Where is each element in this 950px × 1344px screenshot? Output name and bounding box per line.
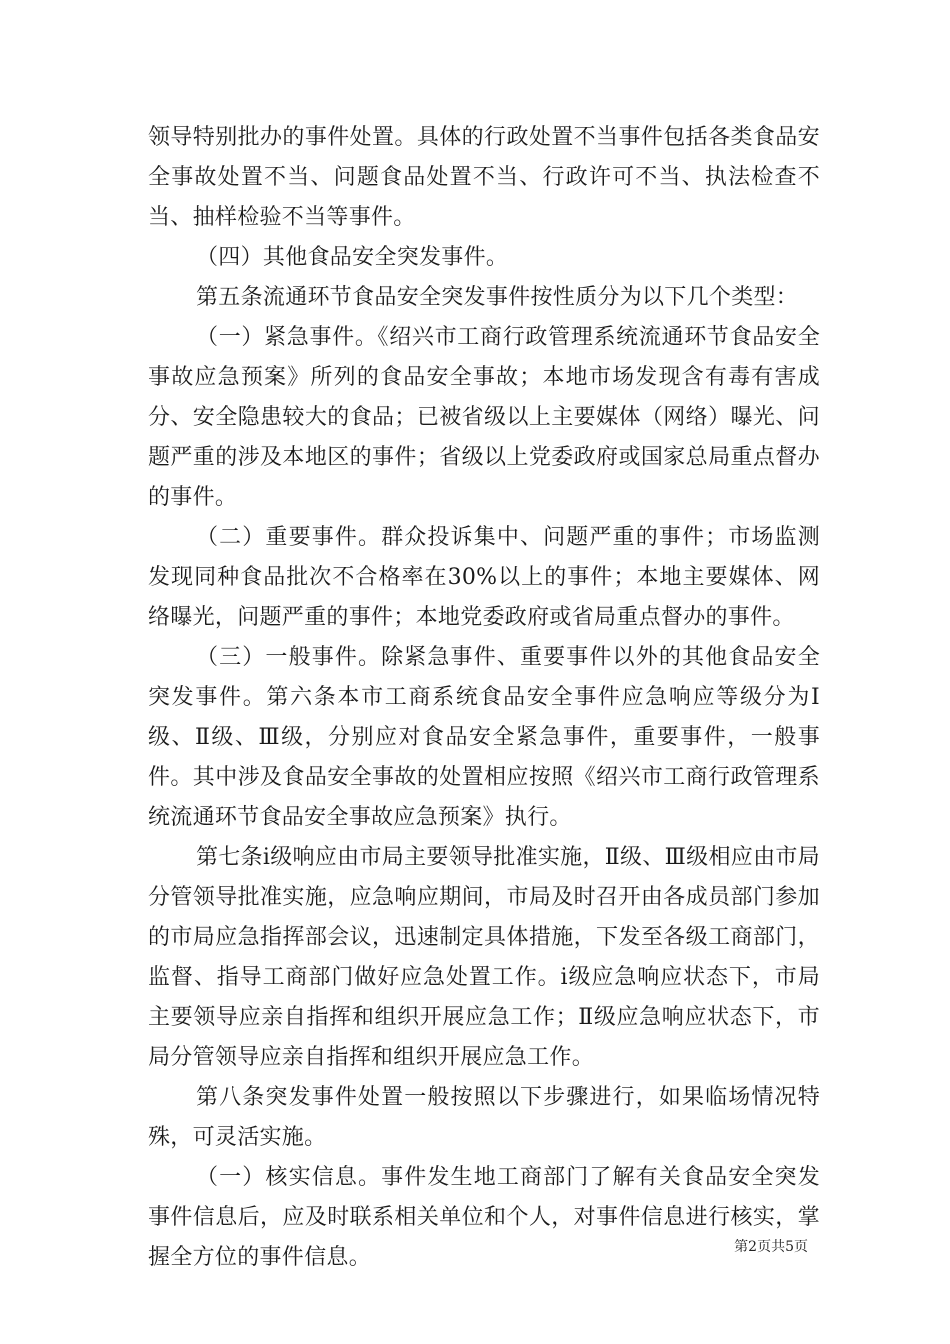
paragraph-3: 第五条流通环节食品安全突发事件按性质分为以下几个类型： xyxy=(196,285,799,310)
paragraph-8: 第八条突发事件处置一般按照以下步骤进行，如果临场情况特殊，可灵活实施。 xyxy=(148,1085,820,1150)
paragraph-9: （一）核实信息。事件发生地工商部门了解有关食品安全突发事件信息后，应及时联系相关单位和个人，对事件信息进行核实，掌握全方位的事件信息。 xyxy=(148,1165,820,1270)
paragraph-4: （一）紧急事件。《绍兴市工商行政管理系统流通环节食品安全事故应急预案》所列的食品安全事故；本地市场发现含有毒有害成分、安全隐患较大的食品；已被省级以上主要媒体（网络）曝光、问题严重的涉及本地区的事件；省级以上党委政府或国家总局重点督办的事件。 xyxy=(148,325,820,510)
paragraph-5: （二）重要事件。群众投诉集中、问题严重的事件；市场监测发现同种食品批次不合格率在30%以上的事件；本地主要媒体、网络曝光，问题严重的事件；本地党委政府或省局重点督办的事件。 xyxy=(148,525,820,630)
page-number: 第2页共5页 xyxy=(734,1239,808,1255)
paragraph-2: （四）其他食品安全突发事件。 xyxy=(196,245,509,270)
paragraph-6: （三）一般事件。除紧急事件、重要事件以外的其他食品安全突发事件。第六条本市工商系统食品安全事件应急响应等级分为Ⅰ级、Ⅱ级、Ⅲ级，分别应对食品安全紧急事件，重要事件，一般事件。其中涉及食品安全事故的处置相应按照《绍兴市工商行政管理系统流通环节食品安全事故应急预案》执行。 xyxy=(148,645,820,830)
paragraph-1: 领导特别批办的事件处置。具体的行政处置不当事件包括各类食品安全事故处置不当、问题食品处置不当、行政许可不当、执法检查不当、抽样检验不当等事件。 xyxy=(148,125,820,230)
paragraph-7: 第七条ⅰ级响应由市局主要领导批准实施，Ⅱ级、Ⅲ级相应由市局分管领导批准实施，应急响应期间，市局及时召开由各成员部门参加的市局应急指挥部会议，迅速制定具体措施，下发至各级工商部门，监督、指导工商部门做好应急处置工作。ⅰ级应急响应状态下，市局主要领导应亲自指挥和组织开展应急工作；Ⅱ级应急响应状态下，市局分管领导应亲自指挥和组织开展应急工作。 xyxy=(148,845,820,1070)
document-body xyxy=(148,118,820,1278)
